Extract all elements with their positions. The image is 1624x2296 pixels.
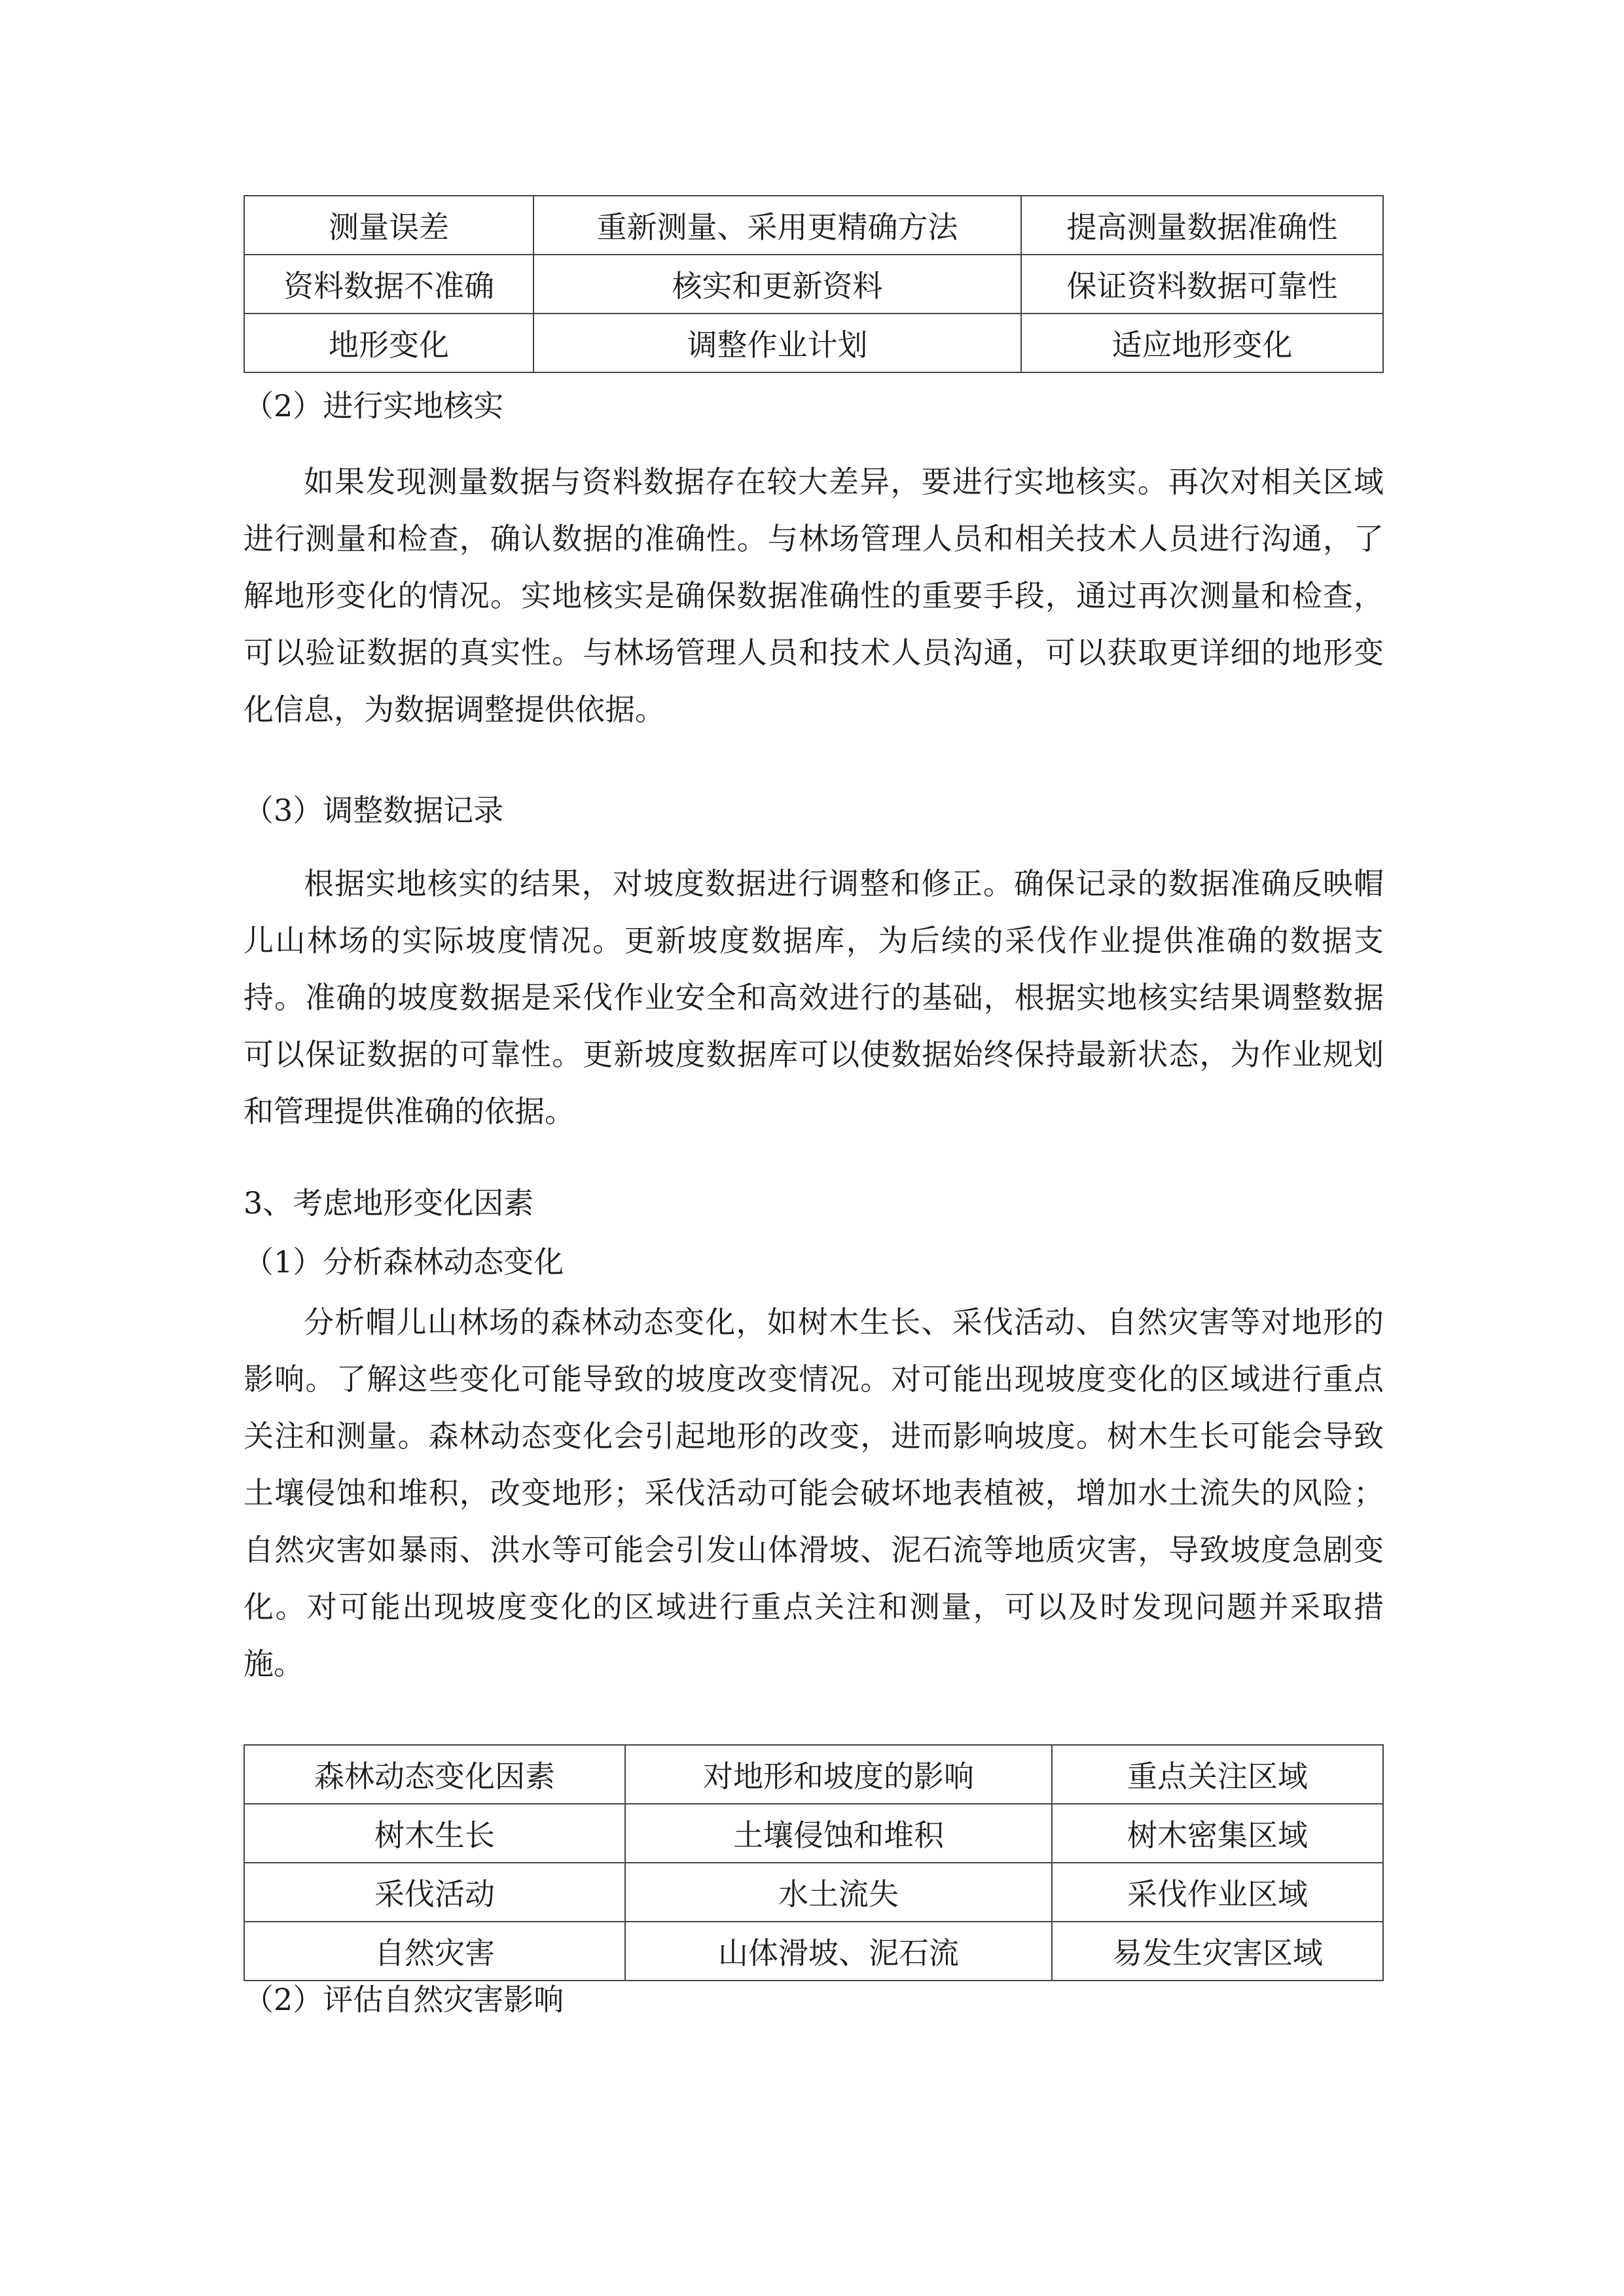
table-header-cell: 森林动态变化因素 (244, 1745, 625, 1804)
table-cell: 土壤侵蚀和堆积 (625, 1804, 1052, 1863)
error-handling-table (244, 195, 1384, 373)
table-cell: 自然灾害 (244, 1922, 625, 1981)
heading-field-verification: （2）进行实地核实 (244, 388, 504, 423)
heading-natural-disasters: （2）评估自然灾害影响 (244, 1982, 564, 2017)
table-header-cell: 重点关注区域 (1052, 1745, 1383, 1804)
table-cell: 易发生灾害区域 (1052, 1922, 1383, 1981)
table-cell: 提高测量数据准确性 (1021, 196, 1383, 255)
table-row (244, 1922, 1383, 1981)
table-cell: 水土流失 (625, 1863, 1052, 1922)
table-row (244, 314, 1383, 372)
table-cell: 保证资料数据可靠性 (1021, 255, 1383, 314)
table-row (244, 1863, 1383, 1922)
heading-terrain-factors: 3、考虑地形变化因素 (244, 1185, 534, 1221)
table-row (244, 1804, 1383, 1863)
table-cell: 地形变化 (244, 314, 533, 372)
table-cell: 树木生长 (244, 1804, 625, 1863)
table-cell: 资料数据不准确 (244, 255, 533, 314)
table-cell: 重新测量、采用更精确方法 (533, 196, 1021, 255)
table-cell: 核实和更新资料 (533, 255, 1021, 314)
paragraph-forest-dynamics: 分析帽儿山林场的森林动态变化，如树木生长、采伐活动、自然灾害等对地形的影响。了解这些变化可能导致的坡度改变情况。对可能出现坡度变化的区域进行重点关注和测量。森林动态变化会引起地形的改变，进而影响坡度。树木生长可能会导致土壤侵蚀和堆积，改变地形；采伐活动可能会破坏地表植被，增加水土流失的风险；自然灾害如暴雨、洪水等可能会引发山体滑坡、泥石流等地质灾害，导致坡度急剧变化。对可能出现坡度变化的区域进行重点关注和测量，可以及时发现问题并采取措施。 (244, 1304, 1384, 1681)
paragraph-field-verification: 如果发现测量数据与资料数据存在较大差异，要进行实地核实。再次对相关区域进行测量和检查，确认数据的准确性。与林场管理人员和相关技术人员进行沟通，了解地形变化的情况。实地核实是确保数据准确性的重要手段，通过再次测量和检查，可以验证数据的真实性。与林场管理人员和技术人员沟通，可以获取更详细的地形变化信息，为数据调整提供依据。 (244, 464, 1384, 727)
heading-forest-dynamics: （1）分析森林动态变化 (244, 1244, 564, 1280)
table-cell: 测量误差 (244, 196, 533, 255)
table-row (244, 196, 1383, 255)
paragraph-adjust-records: 根据实地核实的结果，对坡度数据进行调整和修正。确保记录的数据准确反映帽儿山林场的实际坡度情况。更新坡度数据库，为后续的采伐作业提供准确的数据支持。准确的坡度数据是采伐作业安全和高效进行的基础，根据实地核实结果调整数据可以保证数据的可靠性。更新坡度数据库可以使数据始终保持最新状态，为作业规划和管理提供准确的依据。 (244, 866, 1384, 1129)
table-cell: 调整作业计划 (533, 314, 1021, 372)
table-cell: 树木密集区域 (1052, 1804, 1383, 1863)
heading-adjust-records: （3）调整数据记录 (244, 793, 504, 828)
table-cell: 山体滑坡、泥石流 (625, 1922, 1052, 1981)
forest-dynamics-table (244, 1744, 1384, 1981)
table-cell: 适应地形变化 (1021, 314, 1383, 372)
table-header-cell: 对地形和坡度的影响 (625, 1745, 1052, 1804)
table-row (244, 255, 1383, 314)
table-cell: 采伐作业区域 (1052, 1863, 1383, 1922)
table-header-row (244, 1745, 1383, 1804)
table-cell: 采伐活动 (244, 1863, 625, 1922)
